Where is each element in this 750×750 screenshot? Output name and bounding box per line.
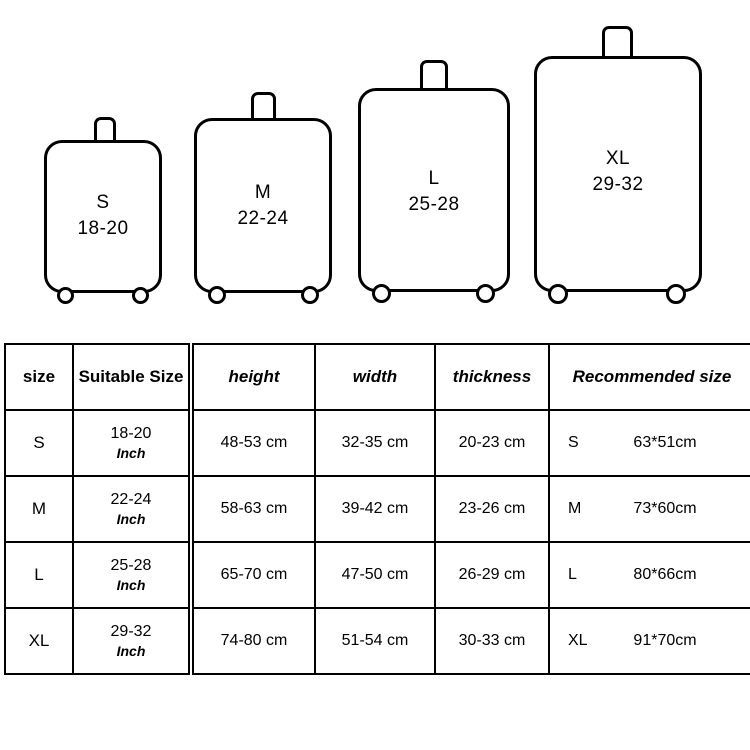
medium-case-inch-label: 22-24 bbox=[237, 207, 289, 229]
cell-height: 58-63 cm bbox=[193, 476, 315, 542]
cell-recommended bbox=[549, 410, 750, 476]
header-height: height bbox=[193, 344, 315, 410]
header-suitable-size: Suitable Size bbox=[73, 344, 189, 410]
cell-width: 51-54 cm bbox=[315, 608, 435, 674]
cell-size: L bbox=[5, 542, 73, 608]
dimensions-table bbox=[192, 343, 750, 675]
table-row bbox=[5, 476, 189, 542]
extra-large-case bbox=[534, 56, 702, 292]
cell-thickness: 20-23 cm bbox=[435, 410, 549, 476]
medium-case-size-label: M bbox=[254, 182, 272, 203]
table-row bbox=[5, 542, 189, 608]
cell-inch-unit: Inch bbox=[116, 444, 146, 461]
cell-width: 47-50 cm bbox=[315, 542, 435, 608]
luggage-illustration-row bbox=[0, 0, 750, 330]
extra-large-case-wheel-left bbox=[548, 284, 568, 304]
cell-recommended-dim: 91*70cm bbox=[633, 632, 697, 649]
cell-recommended-dim: 80*66cm bbox=[633, 566, 697, 583]
cell-inch-unit: Inch bbox=[116, 576, 146, 593]
cell-size: M bbox=[5, 476, 73, 542]
suitable-size-table bbox=[4, 343, 190, 675]
cell-recommended-size: L bbox=[568, 566, 577, 583]
cell-height: 65-70 cm bbox=[193, 542, 315, 608]
cell-thickness: 23-26 cm bbox=[435, 476, 549, 542]
cell-thickness: 30-33 cm bbox=[435, 608, 549, 674]
cell-size: XL bbox=[5, 608, 73, 674]
table-row bbox=[5, 608, 189, 674]
large-case-wheel-left bbox=[372, 284, 391, 303]
header-thickness: thickness bbox=[435, 344, 549, 410]
cell-inch-unit: Inch bbox=[116, 510, 146, 527]
medium-case-wheel-right bbox=[301, 286, 319, 304]
cell-recommended bbox=[549, 542, 750, 608]
cell-recommended-dim: 63*51cm bbox=[633, 434, 697, 451]
cell-inch-value: 25-28 bbox=[110, 557, 152, 575]
cell-width: 39-42 cm bbox=[315, 476, 435, 542]
table-row bbox=[193, 476, 750, 542]
cell-recommended-size: M bbox=[568, 500, 582, 517]
header-size: size bbox=[5, 344, 73, 410]
small-case-size-label: S bbox=[96, 192, 110, 213]
small-case-inch-label: 18-20 bbox=[77, 217, 129, 239]
medium-case-handle bbox=[251, 92, 276, 119]
small-case-labels bbox=[44, 190, 162, 241]
cell-recommended bbox=[549, 476, 750, 542]
cell-inch-value: 18-20 bbox=[110, 425, 152, 443]
cell-suitable-size bbox=[73, 476, 189, 542]
extra-large-case-inch-label: 29-32 bbox=[592, 173, 644, 195]
cell-recommended-size: S bbox=[568, 434, 579, 451]
large-case-handle bbox=[420, 60, 448, 89]
small-case-wheel-right bbox=[132, 287, 149, 304]
cell-thickness: 26-29 cm bbox=[435, 542, 549, 608]
cell-size: S bbox=[5, 410, 73, 476]
cell-inch-unit: Inch bbox=[116, 642, 146, 659]
cell-height: 74-80 cm bbox=[193, 608, 315, 674]
large-case bbox=[358, 88, 510, 292]
table-row bbox=[5, 410, 189, 476]
extra-large-case-wheel-right bbox=[666, 284, 686, 304]
large-case-inch-label: 25-28 bbox=[408, 193, 460, 215]
cell-height: 48-53 cm bbox=[193, 410, 315, 476]
cell-inch-value: 22-24 bbox=[110, 491, 152, 509]
cell-recommended-size: XL bbox=[568, 632, 588, 649]
cell-suitable-size bbox=[73, 542, 189, 608]
medium-case-labels bbox=[194, 180, 332, 231]
cell-suitable-size bbox=[73, 410, 189, 476]
cell-inch-value: 29-32 bbox=[110, 623, 152, 641]
medium-case bbox=[194, 118, 332, 293]
extra-large-case-handle bbox=[602, 26, 633, 57]
medium-case-wheel-left bbox=[208, 286, 226, 304]
header-width: width bbox=[315, 344, 435, 410]
table-header-row bbox=[5, 344, 189, 410]
large-case-wheel-right bbox=[476, 284, 495, 303]
cell-recommended-dim: 73*60cm bbox=[633, 500, 697, 517]
large-case-labels bbox=[358, 166, 510, 217]
table-row bbox=[193, 410, 750, 476]
header-recommended-size: Recommended size bbox=[549, 344, 750, 410]
extra-large-case-size-label: XL bbox=[605, 148, 631, 169]
cell-suitable-size bbox=[73, 608, 189, 674]
large-case-size-label: L bbox=[428, 168, 440, 189]
cell-width: 32-35 cm bbox=[315, 410, 435, 476]
cell-recommended bbox=[549, 608, 750, 674]
table-row bbox=[193, 542, 750, 608]
table-row bbox=[193, 608, 750, 674]
small-case bbox=[44, 140, 162, 293]
table-header-row bbox=[193, 344, 750, 410]
small-case-handle bbox=[94, 117, 116, 141]
small-case-wheel-left bbox=[57, 287, 74, 304]
extra-large-case-labels bbox=[534, 146, 702, 197]
